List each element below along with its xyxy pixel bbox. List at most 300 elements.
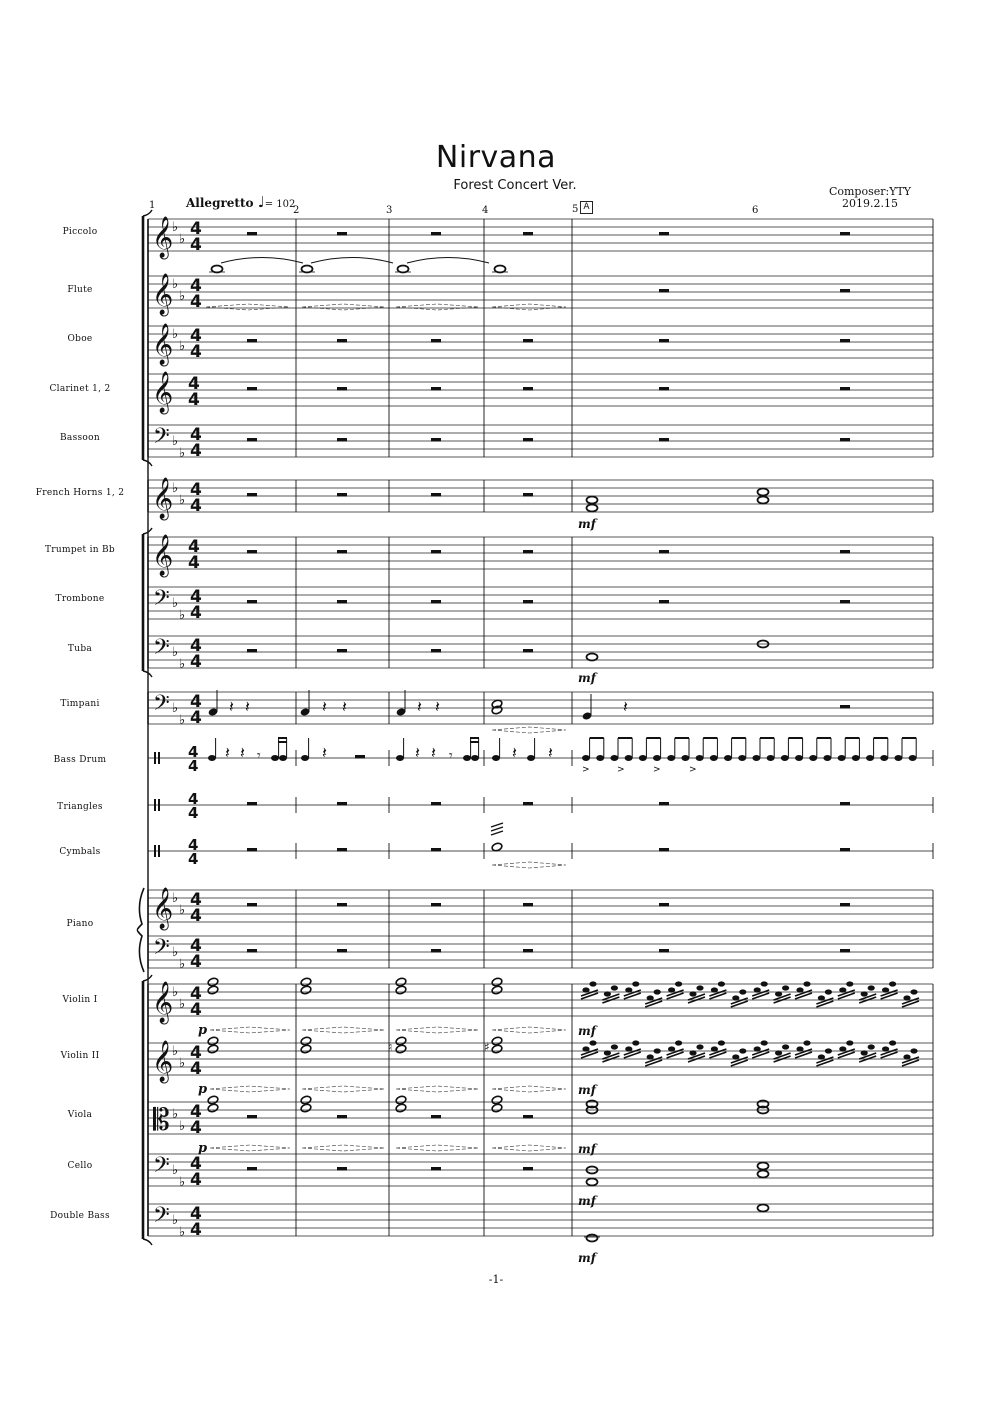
instrument-name-bassoon: Bassoon: [60, 433, 100, 443]
drum-note: [279, 755, 287, 761]
half-note: [491, 1095, 503, 1105]
whole-note: [587, 1235, 598, 1242]
strings-hairpin: [396, 1145, 478, 1151]
half-rest-icon: [523, 903, 533, 907]
instrument-name-bass-drum: Bass Drum: [53, 755, 107, 765]
drum-note: [582, 755, 590, 761]
sixteenth-note: [782, 1044, 789, 1049]
half-rest-icon: [247, 438, 257, 442]
tempo-text: Allegretto: [186, 196, 254, 210]
time-signature-top: 4: [190, 636, 202, 656]
sixteenth-note: [761, 981, 768, 986]
sixteenth-note: [818, 1054, 825, 1059]
treble-clef-icon: 𝄞: [152, 324, 174, 365]
sixteenth-note: [647, 1054, 654, 1059]
half-rest-icon: [337, 232, 347, 236]
half-rest-icon: [523, 232, 533, 236]
strings-hairpin: [396, 1086, 478, 1092]
flat-icon: ♭: [172, 277, 179, 292]
piano-brace: [138, 888, 145, 972]
flat-icon: ♭: [179, 232, 186, 247]
whole-note: [302, 266, 313, 273]
treble-clef-icon: 𝄞: [152, 217, 174, 258]
quarter-rest-icon: 𝄽: [322, 743, 327, 762]
drum-note: [767, 755, 775, 761]
sixteenth-note: [625, 1046, 632, 1051]
drum-note: [625, 755, 633, 761]
sixteenth-note: [632, 1040, 639, 1045]
flat-icon: ♭: [172, 1163, 179, 1178]
drum-note: [909, 755, 917, 761]
half-rest-icon: [337, 1115, 347, 1119]
time-signature-top: 4: [190, 219, 202, 239]
tremolo-beam: [902, 1060, 919, 1066]
flat-icon: ♭: [179, 1119, 186, 1134]
half-rest-icon: [431, 949, 441, 953]
time-signature-bottom: 4: [188, 390, 200, 410]
flat-icon: ♭: [172, 596, 179, 611]
flat-icon: ♭: [179, 957, 186, 972]
time-signature-top: 4: [190, 1154, 202, 1174]
quarter-rest-icon: 𝄽: [225, 743, 230, 762]
sixteenth-note: [839, 1046, 846, 1051]
time-signature-bottom: 4: [190, 1000, 202, 1020]
half-rest-icon: [840, 232, 850, 236]
flute-hairpin: [396, 304, 478, 310]
half-rest-icon: [431, 1167, 441, 1171]
time-signature-top: 4: [190, 1204, 202, 1224]
half-rest-icon: [337, 550, 347, 554]
sixteenth-note: [675, 981, 682, 986]
time-signature-top: 4: [188, 743, 199, 761]
half-rest-icon: [337, 848, 347, 852]
drum-note: [781, 755, 789, 761]
sixteenth-note: [825, 1048, 832, 1053]
half-note: [491, 842, 503, 852]
half-note: [395, 977, 407, 987]
time-signature-top: 4: [190, 1043, 202, 1063]
bass-clef-icon: 𝄢: [153, 635, 170, 665]
half-note: [491, 1036, 503, 1046]
half-rest-icon: [337, 649, 347, 653]
instrument-name-piano: Piano: [66, 919, 94, 929]
half-rest-icon: [840, 600, 850, 604]
half-rest-icon: [337, 949, 347, 953]
instrument-name-violin-1: Violin I: [62, 995, 98, 1005]
page-number: -1-: [488, 1273, 504, 1286]
half-rest-icon: [659, 550, 669, 554]
instrument-name-flute: Flute: [67, 285, 93, 295]
tremolo-beam: [709, 993, 726, 999]
half-rest-icon: [659, 949, 669, 953]
percussion-clef-icon: [154, 752, 156, 764]
half-note: [395, 1036, 407, 1046]
half-note: [491, 977, 503, 987]
sixteenth-note: [604, 991, 611, 996]
drum-note: [271, 755, 279, 761]
quarter-rest-icon: 𝄽: [417, 697, 422, 716]
tremolo-beam: [731, 1060, 748, 1066]
tie: [311, 258, 393, 264]
dynamic-mf: mf: [578, 1142, 596, 1156]
half-rest-icon: [659, 339, 669, 343]
sixteenth-note: [889, 981, 896, 986]
sixteenth-note: [889, 1040, 896, 1045]
half-note: [207, 1044, 219, 1054]
woodwind-bracket-top: [143, 210, 152, 216]
sixteenth-note: [604, 1050, 611, 1055]
quarter-rest-icon: 𝄽: [415, 743, 420, 762]
drum-note: [463, 755, 471, 761]
half-note: [300, 985, 312, 995]
whole-note: [758, 1171, 769, 1178]
flat-icon: ♭: [179, 1175, 186, 1190]
sixteenth-note: [861, 1050, 868, 1055]
instrument-name-cymbals: Cymbals: [59, 847, 101, 857]
strings-hairpin: [210, 1145, 290, 1151]
tremolo-beam: [667, 1052, 684, 1058]
half-rest-icon: [337, 802, 347, 806]
tremolo-beam: [795, 993, 812, 999]
instrument-name-violin-2: Violin II: [60, 1051, 100, 1061]
bass-clef-icon: 𝄢: [153, 935, 170, 965]
half-note: [300, 1095, 312, 1105]
drum-note: [710, 755, 718, 761]
half-rest-icon: [431, 232, 441, 236]
time-signature-bottom: 4: [190, 1220, 202, 1240]
half-rest-icon: [523, 1167, 533, 1171]
half-rest-icon: [247, 802, 257, 806]
dynamic-p: p: [198, 1082, 208, 1097]
drum-note: [610, 755, 618, 761]
quarter-rest-icon: 𝄽: [229, 697, 234, 716]
strings-hairpin: [396, 1027, 478, 1033]
half-rest-icon: [659, 903, 669, 907]
tremolo-stroke: [491, 831, 503, 835]
half-rest-icon: [523, 600, 533, 604]
time-signature-top: 4: [190, 326, 202, 346]
time-signature-top: 4: [190, 890, 202, 910]
half-rest-icon: [523, 1115, 533, 1119]
half-rest-icon: [840, 339, 850, 343]
percussion-clef-icon: [154, 845, 156, 857]
instrument-name-triangles: Triangles: [57, 802, 103, 812]
sixteenth-note: [675, 1040, 682, 1045]
time-signature-bottom: 4: [190, 1059, 202, 1079]
tie: [221, 258, 303, 264]
strings-hairpin: [302, 1086, 384, 1092]
half-rest-icon: [337, 387, 347, 391]
percussion-clef-icon: [158, 799, 160, 811]
tremolo-beam: [645, 1001, 662, 1007]
half-rest-icon: [431, 903, 441, 907]
tremolo-beam: [816, 1060, 833, 1066]
sixteenth-note: [668, 987, 675, 992]
half-rest-icon: [247, 600, 257, 604]
sixteenth-note: [796, 987, 803, 992]
tremolo-beam: [624, 993, 641, 999]
sixteenth-note: [696, 1044, 703, 1049]
strings-hairpin: [210, 1086, 290, 1092]
drum-note: [823, 755, 831, 761]
time-signature-top: 4: [188, 836, 199, 854]
half-rest-icon: [840, 387, 850, 391]
half-rest-icon: [523, 339, 533, 343]
half-rest-icon: [247, 1115, 257, 1119]
quarter-rest-icon: 𝄽: [431, 743, 436, 762]
tremolo-beam: [795, 1052, 812, 1058]
eighth-rest-icon: 𝄾: [449, 748, 453, 764]
sixteenth-note: [910, 1048, 917, 1053]
drum-note: [738, 755, 746, 761]
sixteenth-note: [589, 1040, 596, 1045]
time-signature-top: 4: [188, 790, 199, 808]
sixteenth-note: [711, 1046, 718, 1051]
sixteenth-note: [732, 995, 739, 1000]
drum-note: [852, 755, 860, 761]
half-rest-icon: [523, 802, 533, 806]
half-rest-icon: [659, 600, 669, 604]
tremolo-beam: [752, 1052, 769, 1058]
flat-icon: ♭: [172, 481, 179, 496]
sixteenth-note: [711, 987, 718, 992]
half-rest-icon: [840, 848, 850, 852]
treble-clef-icon: 𝄞: [152, 888, 174, 929]
cymbal-hairpin: [492, 862, 566, 868]
instrument-name-trombone: Trombone: [55, 594, 105, 604]
whole-note: [758, 497, 769, 504]
sharp-icon: ♯: [484, 1040, 490, 1054]
measure-number-6: 6: [752, 205, 759, 216]
tremolo-beam: [881, 1052, 898, 1058]
sixteenth-note: [582, 1046, 589, 1051]
instrument-name-timpani: Timpani: [60, 699, 100, 709]
time-signature-bottom: 4: [190, 235, 202, 255]
treble-clef-icon: 𝄞: [152, 1041, 174, 1082]
bass-clef-icon: 𝄢: [153, 586, 170, 616]
drum-note: [301, 755, 309, 761]
half-rest-icon: [523, 438, 533, 442]
flat-icon: ♭: [172, 891, 179, 906]
time-signature-bottom: 4: [190, 342, 202, 362]
sixteenth-note: [739, 1048, 746, 1053]
sixteenth-note: [582, 987, 589, 992]
dynamic-mf: mf: [578, 517, 596, 531]
time-signature-top: 4: [190, 1102, 202, 1122]
flat-icon: ♭: [172, 945, 179, 960]
time-signature-bottom: 4: [190, 952, 202, 972]
treble-clef-icon: 𝄞: [152, 372, 174, 413]
half-note: [395, 1103, 407, 1113]
whole-note: [587, 654, 598, 661]
sixteenth-note: [625, 987, 632, 992]
sixteenth-note: [732, 1054, 739, 1059]
half-rest-icon: [431, 649, 441, 653]
drum-note: [492, 755, 500, 761]
half-rest-icon: [523, 649, 533, 653]
bass-clef-icon: 𝄢: [153, 424, 170, 454]
instrument-name-viola: Viola: [67, 1110, 93, 1120]
drum-note: [596, 755, 604, 761]
timpani-hairpin: [492, 727, 566, 733]
whole-note: [587, 497, 598, 504]
instrument-name-trumpet: Trumpet in Bb: [44, 545, 115, 555]
flat-icon: ♭: [179, 493, 186, 508]
time-signature-top: 4: [188, 374, 200, 394]
composer-name: Composer:YTY: [828, 185, 912, 198]
rehearsal-mark: A: [580, 201, 593, 214]
flat-icon: ♭: [179, 657, 186, 672]
time-signature-top: 4: [188, 537, 200, 557]
flat-icon: ♭: [179, 1056, 186, 1071]
tremolo-beam: [581, 993, 598, 999]
half-rest-icon: [659, 848, 669, 852]
sixteenth-note: [654, 989, 661, 994]
bass-clef-icon: 𝄢: [153, 1203, 170, 1233]
whole-note: [758, 489, 769, 496]
half-rest-icon: [840, 903, 850, 907]
half-rest-icon: [523, 493, 533, 497]
time-signature-top: 4: [190, 276, 202, 296]
sixteenth-note: [903, 1054, 910, 1059]
alto-clef-icon: 𝄡: [153, 1103, 170, 1138]
tremolo-beam: [581, 1052, 598, 1058]
half-rest-icon: [337, 1167, 347, 1171]
flat-icon: ♭: [179, 289, 186, 304]
dynamic-p: p: [198, 1141, 208, 1156]
half-rest-icon: [431, 848, 441, 852]
sixteenth-note: [868, 985, 875, 990]
percussion-clef-icon: [154, 799, 156, 811]
dynamic-mf: mf: [578, 1024, 596, 1038]
sixteenth-note: [818, 995, 825, 1000]
time-signature-bottom: 4: [190, 652, 202, 672]
half-rest-icon: [840, 550, 850, 554]
bass-clef-icon: 𝄢: [153, 1153, 170, 1183]
half-rest-icon: [659, 438, 669, 442]
time-signature-bottom: 4: [190, 441, 202, 461]
score-subtitle: Forest Concert Ver.: [453, 178, 577, 193]
tremolo-stroke: [491, 827, 503, 831]
strings-hairpin: [302, 1027, 384, 1033]
treble-clef-icon: 𝄞: [152, 478, 174, 519]
flat-icon: ♭: [172, 220, 179, 235]
half-note: [491, 985, 503, 995]
half-rest-icon: [431, 1115, 441, 1119]
half-rest-icon: [337, 438, 347, 442]
sixteenth-note: [611, 985, 618, 990]
drum-note: [894, 755, 902, 761]
half-rest-icon: [431, 802, 441, 806]
tremolo-beam: [709, 1052, 726, 1058]
strings-bracket-bottom: [143, 1239, 152, 1245]
flat-icon: ♭: [172, 327, 179, 342]
sixteenth-note: [782, 985, 789, 990]
half-rest-icon: [840, 705, 850, 709]
half-rest-icon: [247, 493, 257, 497]
natural-icon: ♮: [388, 1040, 393, 1054]
half-rest-icon: [523, 550, 533, 554]
tremolo-beam: [645, 1060, 662, 1066]
whole-note: [398, 266, 409, 273]
drum-note: [396, 755, 404, 761]
accent-mark: >: [653, 765, 661, 775]
instrument-name-piccolo: Piccolo: [62, 227, 98, 237]
flat-icon: ♭: [172, 645, 179, 660]
half-rest-icon: [431, 387, 441, 391]
sixteenth-note: [754, 1046, 761, 1051]
tempo-value: = 102: [264, 199, 296, 210]
quarter-rest-icon: 𝄽: [548, 743, 553, 762]
sixteenth-note: [868, 1044, 875, 1049]
flat-icon: ♭: [179, 608, 186, 623]
half-rest-icon: [247, 903, 257, 907]
half-rest-icon: [247, 848, 257, 852]
sixteenth-note: [846, 1040, 853, 1045]
tremolo-beam: [902, 1001, 919, 1007]
sixteenth-note: [775, 991, 782, 996]
drum-note: [838, 755, 846, 761]
strings-hairpin: [492, 1145, 566, 1151]
drum-note: [752, 755, 760, 761]
half-rest-icon: [247, 649, 257, 653]
time-signature-bottom: 4: [190, 603, 202, 623]
tremolo-beam: [624, 1052, 641, 1058]
half-note: [395, 1095, 407, 1105]
tremolo-beam: [731, 1001, 748, 1007]
flat-icon: ♭: [179, 903, 186, 918]
time-signature-top: 4: [190, 984, 202, 1004]
half-rest-icon: [337, 903, 347, 907]
instrument-name-oboe: Oboe: [67, 334, 93, 344]
sixteenth-note: [718, 981, 725, 986]
half-note: [207, 1095, 219, 1105]
flat-icon: ♭: [172, 1044, 179, 1059]
accent-mark: >: [689, 765, 697, 775]
sixteenth-note: [910, 989, 917, 994]
drum-note: [866, 755, 874, 761]
sixteenth-note: [775, 1050, 782, 1055]
instrument-name-clarinet: Clarinet 1, 2: [49, 384, 111, 394]
tremolo-beam: [838, 1052, 855, 1058]
flat-icon: ♭: [172, 1107, 179, 1122]
half-note: [207, 1036, 219, 1046]
half-rest-icon: [247, 232, 257, 236]
half-note: [300, 1103, 312, 1113]
sixteenth-note: [689, 991, 696, 996]
half-rest-icon: [659, 232, 669, 236]
half-rest-icon: [840, 438, 850, 442]
sixteenth-note: [761, 1040, 768, 1045]
flat-icon: ♭: [179, 713, 186, 728]
half-rest-icon: [247, 339, 257, 343]
measure-number-2: 2: [293, 205, 300, 216]
score-title: Nirvana: [435, 140, 557, 175]
instrument-name-double-bass: Double Bass: [50, 1211, 110, 1221]
half-note: [491, 1103, 503, 1113]
half-rest-icon: [523, 387, 533, 391]
half-note: [300, 977, 312, 987]
half-rest-icon: [431, 493, 441, 497]
accent-mark: >: [582, 765, 590, 775]
measure-number-4: 4: [482, 205, 489, 216]
sixteenth-note: [861, 991, 868, 996]
percussion-clef-icon: [158, 845, 160, 857]
time-signature-top: 4: [190, 587, 202, 607]
strings-hairpin: [492, 1027, 566, 1033]
half-rest-icon: [659, 802, 669, 806]
half-rest-icon: [431, 600, 441, 604]
